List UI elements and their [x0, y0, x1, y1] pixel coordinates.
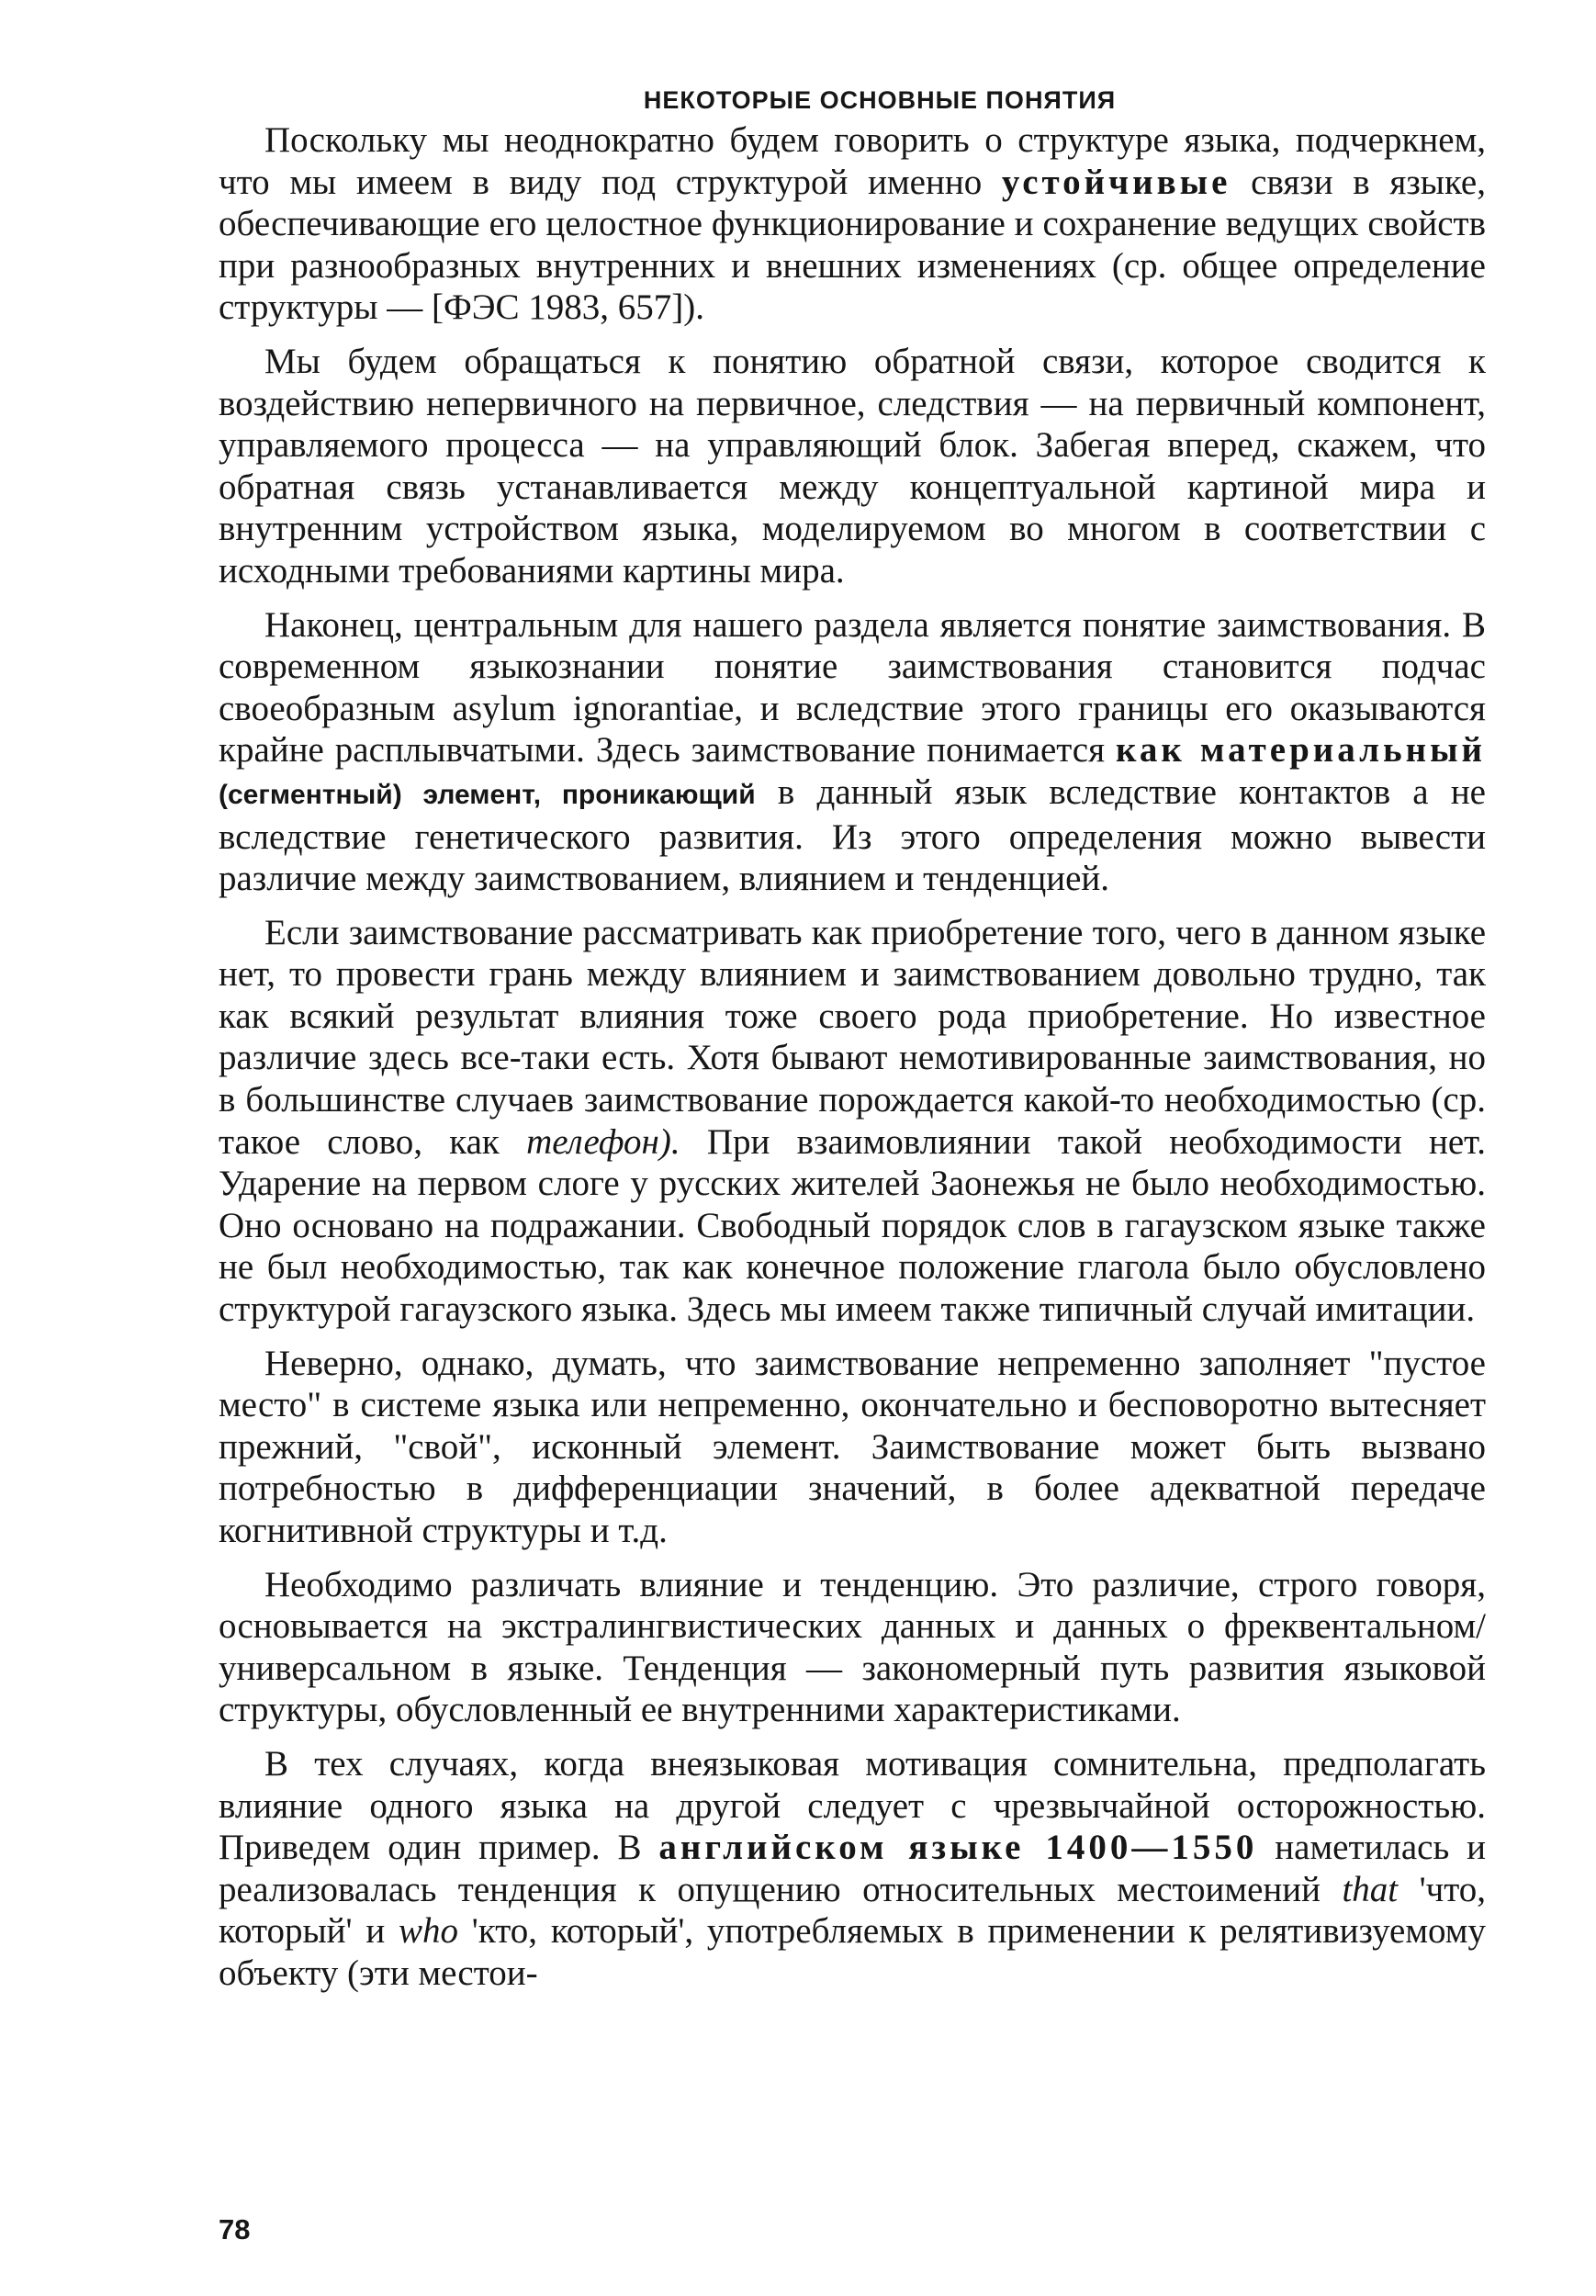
- text-run: наметилась и реализовалась тенденция к опущению относительных местоимений: [219, 1828, 1487, 1909]
- emphasis-bold: (сегментный) элемент, проникающий: [219, 779, 756, 810]
- text-run: Поскольку мы неоднократно будем говорить о структуре языка, подчеркнем, что мы имеем в виду под структурой именно: [219, 120, 1486, 202]
- text-run: связи в языке, обеспечивающие его целостное функционирование и сохранение ведущих свойств при разнообразных внутренних и внешних изменениях (ср. общее определение структуры — [ФЭС 1983, 657]).: [219, 162, 1486, 328]
- paragraph-influence-tendency: Необходимо различать влияние и тенденцию. Это различие, строго говоря, основывается на экстралингвистических данных и данных о фреквентальном/универсальном в языке. Тенденция — закономерный путь развития языковой структуры, обусловленный ее внутренними характеристиками.: [219, 1564, 1486, 1730]
- text-run: При взаимовлиянии такой необходимости нет. Ударение на первом слоге у русских жителей Заонежья не было необходимостью. Оно основано на подражании. Свободный порядок слов в гагаузском языке также не был необходимостью, так как конечное положение глагола было обусловлено структурой гагаузского языка. Здесь мы имеем также типичный случай имитации.: [219, 1121, 1487, 1330]
- text-run: 'кто, который', употребляемых в применении к релятивизуемому объекту (эти местои-: [219, 1911, 1486, 1993]
- paragraph-english-example: [219, 1743, 1486, 1995]
- page-number: 78: [219, 2213, 251, 2245]
- text-run: В тех случаях, когда внеязыковая мотивация сомнительна, предполагать влияние одного языка на другой следует с чрезвычайной осторожностью. Приведем один пример. В: [219, 1743, 1486, 1868]
- paragraph-feedback: Мы будем обращаться к понятию обратной связи, которое сводится к воздействию непервичного на первичное, следствия — на первичный компонент, управляемого процесса — на управляющий блок. Забегая вперед, скажем, что обратная связь устанавливается между концептуальной картиной мира и внутренним устройством языка, моделируемом во многом в соответствии с исходными требованиями картины мира.: [219, 341, 1486, 591]
- emphasis-spaced: как материальный: [1116, 730, 1486, 771]
- paragraph-structure: [219, 119, 1486, 329]
- emphasis-italic: who: [399, 1911, 459, 1952]
- paragraph-empty-place: Неверно, однако, думать, что заимствование непременно заполняет "пустое место" в системе языка или непременно, окончательно и бесповоротно вытесняет прежний, "свой", исконный элемент. Заимствование может быть вызвано потребностью в дифференциации значений, в более адекватной передаче когнитивной структуры и т.д.: [219, 1343, 1486, 1550]
- text-run: Если заимствование рассматривать как приобретение того, чего в данном языке нет, то провести грань между влиянием и заимствованием довольно трудно, так как всякий результат влияния тоже своего рода приобретение. Но известное различие здесь все-таки есть. Хотя бывают немотивированные заимствования, но в большинстве случаев заимствование порождается какой-то необходимостью (ср. такое слово, как: [219, 912, 1486, 1162]
- emphasis-italic: телефон).: [526, 1121, 680, 1162]
- emphasis-spaced: английском языке 1400—1550: [658, 1828, 1258, 1868]
- text-run: 'что, который' и: [219, 1869, 1486, 1952]
- document-page: [219, 84, 1486, 2007]
- text-run: в данный язык вследствие контактов а не вследствие генетического развития. Из этого определения можно вывести различие между заимствованием, влиянием и тенденцией.: [219, 771, 1486, 899]
- running-head: НЕКОТОРЫЕ ОСНОВНЫЕ ПОНЯТИЯ: [643, 86, 1117, 114]
- emphasis-spaced: устойчивые: [1001, 162, 1231, 202]
- emphasis-italic: that: [1342, 1869, 1399, 1909]
- paragraph-borrowing-definition: [219, 604, 1486, 900]
- paragraph-borrowing-vs-influence: [219, 912, 1486, 1331]
- text-run: Наконец, центральным для нашего раздела является понятие заимствования. В современном языкознании понятие заимствования становится подчас своеобразным asylum ignorantiae, и вследствие этого границы его оказываются крайне расплывчатыми. Здесь заимствование понимается: [219, 604, 1486, 771]
